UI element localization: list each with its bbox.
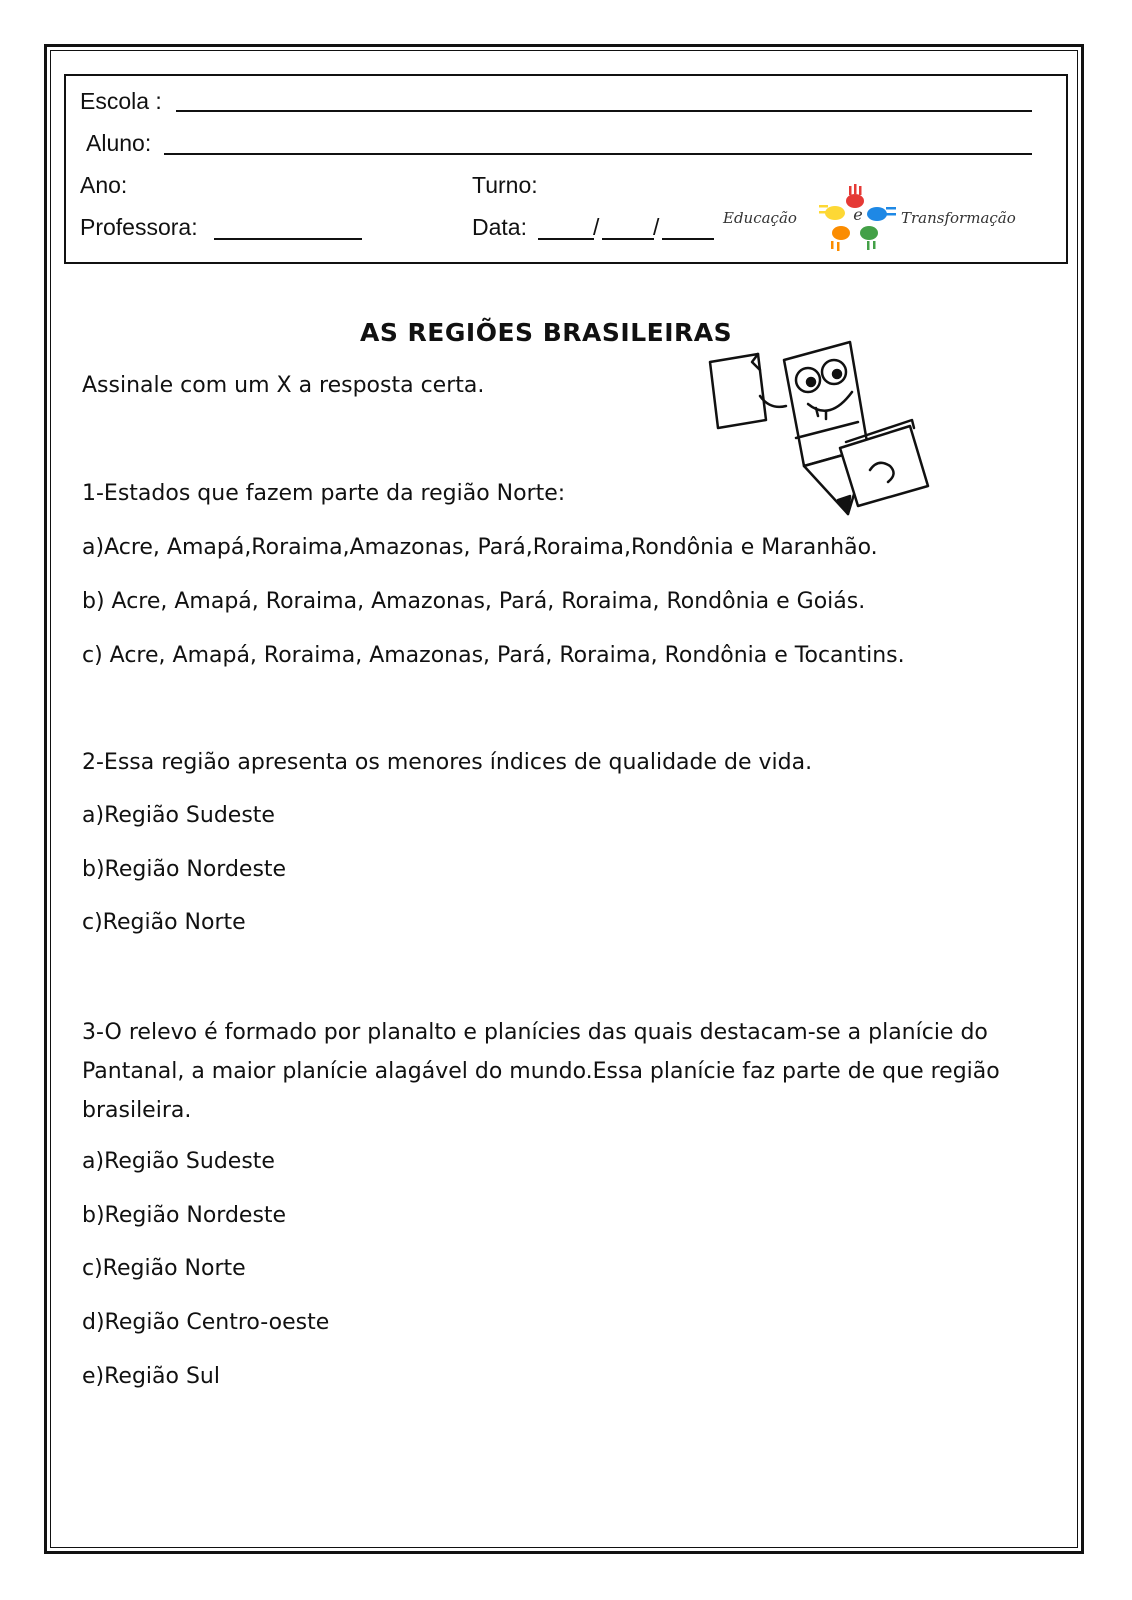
page-title: AS REGIÕES BRASILEIRAS xyxy=(360,318,733,347)
pencil-mascot-icon xyxy=(700,330,940,530)
aluno-label: Aluno: xyxy=(86,130,152,156)
professora-label: Professora: xyxy=(80,214,198,240)
hand-orange-icon xyxy=(831,226,850,251)
aluno-input-line[interactable] xyxy=(164,153,1032,155)
educacao-transformacao-logo xyxy=(723,183,1063,253)
question-3-option-b[interactable]: b)Região Nordeste xyxy=(82,1203,287,1228)
question-2-prompt: 2-Essa região apresenta os menores índices de qualidade de vida. xyxy=(82,750,813,775)
question-1-option-b[interactable]: b) Acre, Amapá, Roraima, Amazonas, Pará, Roraima, Rondônia e Goiás. xyxy=(82,589,866,614)
turno-label: Turno: xyxy=(472,172,538,198)
escola-label: Escola : xyxy=(80,88,162,114)
data-label: Data: xyxy=(472,214,527,240)
date-separator: / xyxy=(653,214,660,240)
logo-right-text: Transformação xyxy=(901,209,1016,227)
hand-yellow-icon xyxy=(819,205,845,220)
hand-blue-icon xyxy=(867,207,896,221)
question-3-option-a[interactable]: a)Região Sudeste xyxy=(82,1149,275,1174)
hand-green-icon xyxy=(860,226,878,250)
escola-input-line[interactable] xyxy=(176,110,1032,112)
instruction-text: Assinale com um X a resposta certa. xyxy=(82,373,485,398)
question-2-option-c[interactable]: c)Região Norte xyxy=(82,910,246,935)
question-2-option-a[interactable]: a)Região Sudeste xyxy=(82,803,275,828)
professora-input-line[interactable] xyxy=(214,238,362,240)
question-1-option-a[interactable]: a)Acre, Amapá,Roraima,Amazonas, Pará,Roraima,Rondônia e Maranhão. xyxy=(82,535,878,560)
question-2-option-b[interactable]: b)Região Nordeste xyxy=(82,857,287,882)
logo-middle-text: e xyxy=(853,205,863,224)
logo-left-text: Educação xyxy=(723,209,797,227)
question-1-prompt: 1-Estados que fazem parte da região Norte: xyxy=(82,481,566,506)
question-3-option-c[interactable]: c)Região Norte xyxy=(82,1256,246,1281)
question-3-option-e[interactable]: e)Região Sul xyxy=(82,1364,220,1389)
date-month-line[interactable] xyxy=(602,238,654,240)
question-1-option-c[interactable]: c) Acre, Amapá, Roraima, Amazonas, Pará, Roraima, Rondônia e Tocantins. xyxy=(82,643,905,668)
question-3-prompt: 3-O relevo é formado por planalto e planícies das quais destacam-se a planície do Pantanal, a maior planície alagável do mundo.Essa planície faz parte de que região brasileira. xyxy=(82,1020,1000,1123)
date-day-line[interactable] xyxy=(538,238,594,240)
date-separator: / xyxy=(593,214,600,240)
hands-icon xyxy=(815,183,901,253)
date-year-line[interactable] xyxy=(662,238,714,240)
ano-label: Ano: xyxy=(80,172,128,198)
question-3-option-d[interactable]: d)Região Centro-oeste xyxy=(82,1310,330,1335)
